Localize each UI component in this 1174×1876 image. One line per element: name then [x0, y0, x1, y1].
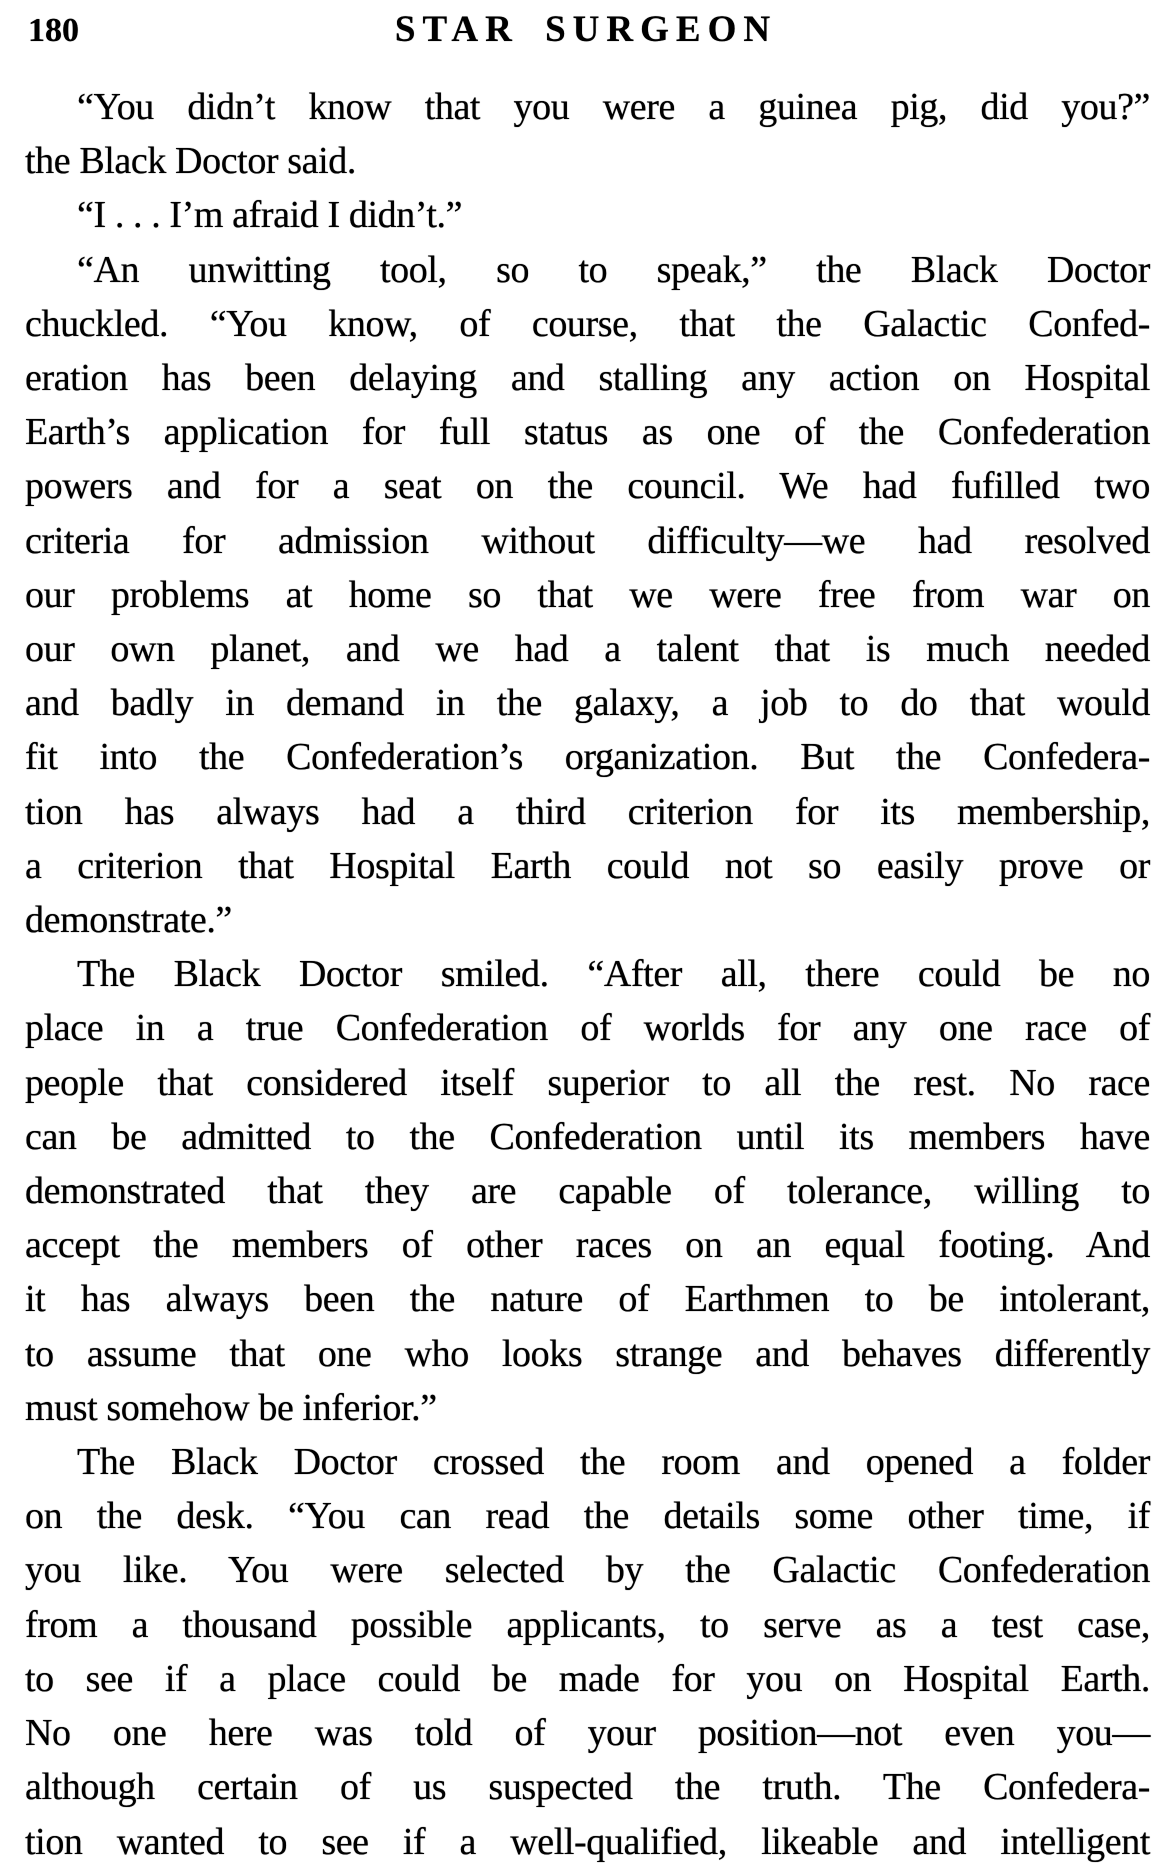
text-line: Earth’s application for full status as one of the Confederation	[25, 411, 1150, 454]
book-paragraph	[25, 80, 1150, 188]
text-line: the Black Doctor said.	[25, 140, 356, 183]
text-line: eration has been delaying and stalling any action on Hospital	[25, 357, 1150, 400]
book-paragraph	[25, 947, 1150, 1435]
running-title: STAR SURGEON	[394, 9, 778, 50]
text-line: chuckled. “You know, of course, that the Galactic Confed-	[25, 302, 1150, 345]
text-line: tion has always had a third criterion for its membership,	[25, 790, 1150, 833]
text-line: No one here was told of your position—not even you—	[25, 1712, 1150, 1755]
text-line: although certain of us suspected the truth. The Confedera-	[25, 1766, 1150, 1809]
text-line: tion wanted to see if a well-qualified, likeable and intelligent	[25, 1820, 1150, 1863]
text-line: The Black Doctor crossed the room and opened a folder	[77, 1441, 1150, 1484]
text-line: demonstrated that they are capable of tolerance, willing to	[25, 1170, 1150, 1213]
text-line: demonstrate.”	[25, 899, 232, 942]
text-line: The Black Doctor smiled. “After all, there could be no	[77, 953, 1150, 996]
text-line: our problems at home so that we were free from war on	[25, 573, 1150, 616]
page-number: 180	[28, 12, 79, 49]
text-line: “You didn’t know that you were a guinea pig, did you?”	[77, 86, 1150, 128]
text-line: it has always been the nature of Earthmen to be intolerant,	[25, 1278, 1150, 1321]
page-body	[25, 80, 1150, 1869]
text-line: to see if a place could be made for you on Hospital Earth.	[25, 1657, 1150, 1700]
text-line: to assume that one who looks strange and behaves differently	[25, 1332, 1150, 1375]
text-line: can be admitted to the Confederation until its members have	[25, 1115, 1150, 1158]
text-line: fit into the Confederation’s organization. But the Confedera-	[25, 736, 1150, 779]
text-line: must somehow be inferior.”	[25, 1386, 437, 1429]
text-line: “I . . . I’m afraid I didn’t.”	[77, 194, 463, 237]
text-line: place in a true Confederation of worlds for any one race of	[25, 1007, 1150, 1050]
text-line: and badly in demand in the galaxy, a job to do that would	[25, 682, 1150, 725]
text-line: from a thousand possible applicants, to serve as a test case,	[25, 1603, 1150, 1646]
text-line: criteria for admission without difficulty—we had resolved	[25, 519, 1150, 562]
text-line: on the desk. “You can read the details some other time, if	[25, 1495, 1150, 1538]
book-paragraph	[25, 243, 1150, 948]
text-line: you like. You were selected by the Galactic Confederation	[25, 1549, 1150, 1592]
text-line: accept the members of other races on an equal footing. And	[25, 1224, 1150, 1267]
text-line: powers and for a seat on the council. We had fufilled two	[25, 465, 1150, 508]
text-line: our own planet, and we had a talent that is much needed	[25, 628, 1150, 671]
page-header	[28, 8, 1144, 56]
text-line: “An unwitting tool, so to speak,” the Black Doctor	[77, 248, 1150, 291]
text-line: a criterion that Hospital Earth could not so easily prove or	[25, 844, 1150, 887]
book-paragraph	[25, 1435, 1150, 1869]
book-paragraph	[25, 188, 1150, 242]
text-line: people that considered itself superior to all the rest. No race	[25, 1061, 1150, 1104]
